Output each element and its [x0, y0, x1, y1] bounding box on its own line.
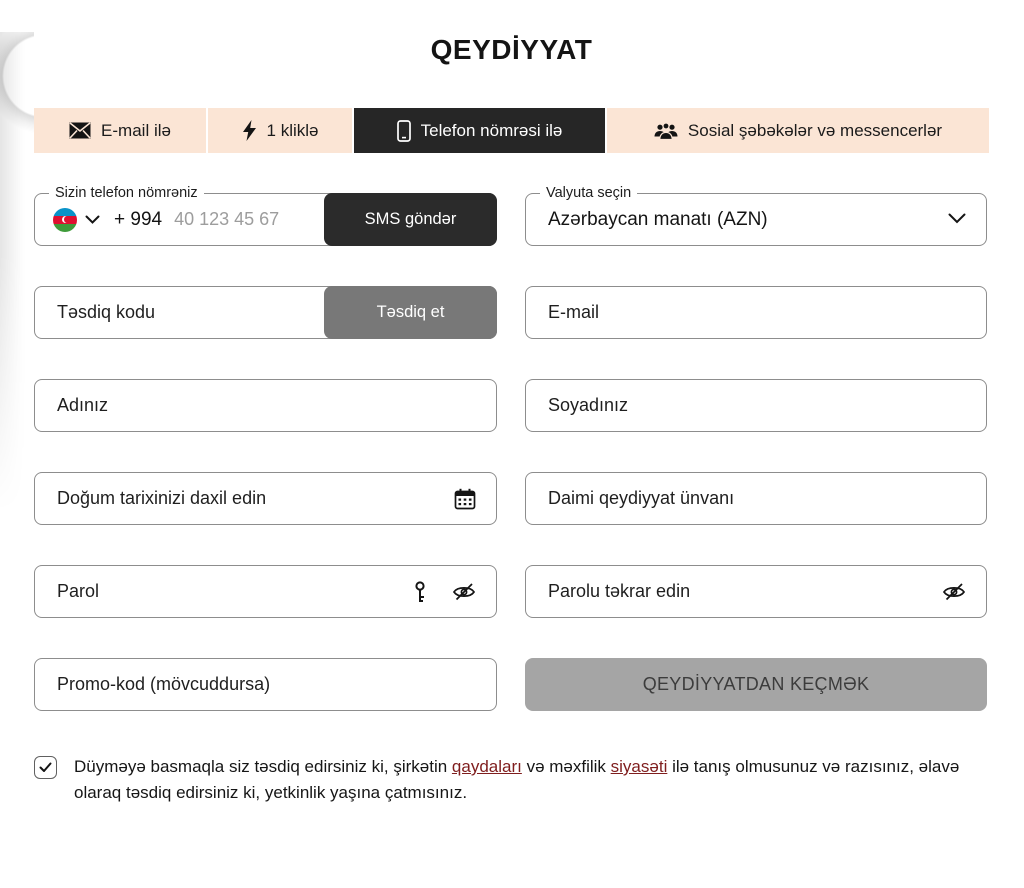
password-repeat-input[interactable]: [526, 566, 986, 617]
dial-code: + 994: [114, 208, 163, 230]
registration-form: [34, 185, 989, 711]
birth-date-field: [34, 472, 497, 525]
last-name-field: [525, 379, 987, 432]
envelope-icon: [69, 122, 91, 139]
email-input[interactable]: [526, 287, 986, 338]
tab-social[interactable]: [607, 108, 989, 153]
register-submit-button[interactable]: QEYDİYYATDAN KEÇMƏK: [525, 658, 987, 711]
key-icon: [414, 581, 426, 603]
phone-field: [34, 185, 497, 246]
tab-phone-label: Telefon nömrəsi ilə: [420, 120, 563, 140]
privacy-policy-link[interactable]: siyasəti: [610, 757, 668, 776]
eye-slash-icon[interactable]: [942, 582, 966, 602]
tab-one-click-label: 1 kliklə: [266, 120, 319, 140]
promo-code-input[interactable]: [35, 659, 496, 710]
address-field: [525, 472, 987, 525]
tab-phone[interactable]: [354, 108, 605, 153]
last-name-input[interactable]: [526, 380, 986, 431]
terms-text-part1: Düyməyə basmaqla siz təsdiq edirsiniz ki, şirkətin: [74, 757, 452, 776]
currency-select-label: Valyuta seçin: [540, 185, 637, 202]
password-repeat-field: [525, 565, 987, 618]
chevron-down-icon: [948, 211, 966, 229]
eye-slash-icon[interactable]: [452, 582, 476, 602]
terms-text-part3: ilə tanış olmusunuz və razısınız, əlavə olaraq təsdiq edirsiniz ki, yetkinlik yaşına çatmısınız.: [74, 757, 960, 803]
lightning-icon: [242, 120, 257, 141]
address-input[interactable]: [526, 473, 986, 524]
terms-checkbox[interactable]: [34, 756, 57, 779]
currency-select[interactable]: [525, 185, 987, 246]
currency-selected-value: Azərbaycan manatı (AZN): [548, 208, 768, 230]
checkmark-icon: [39, 762, 52, 773]
confirm-code-field: [34, 286, 497, 339]
tab-email[interactable]: [34, 108, 206, 153]
password-field: [34, 565, 497, 618]
tab-email-label: E-mail ilə: [101, 120, 171, 140]
people-icon: [654, 122, 678, 140]
first-name-field: [34, 379, 497, 432]
send-sms-button[interactable]: SMS göndər: [324, 193, 497, 246]
azerbaijan-flag-icon: [53, 208, 77, 232]
terms-agreement: [34, 754, 989, 807]
confirm-code-button[interactable]: Təsdiq et: [324, 286, 497, 339]
registration-page: [0, 32, 1024, 807]
phone-field-label: Sizin telefon nömrəniz: [49, 185, 204, 202]
tab-social-label: Sosial şəbəkələr və messencerlər: [687, 120, 943, 140]
smartphone-icon: [397, 120, 411, 142]
terms-text: [74, 754, 979, 807]
registration-method-tabs: [34, 108, 989, 153]
chevron-down-icon: [85, 215, 100, 224]
email-field: [525, 286, 987, 339]
calendar-icon[interactable]: [454, 488, 476, 510]
terms-text-part2: və məxfilik: [521, 757, 611, 776]
birth-date-input[interactable]: [35, 473, 496, 524]
country-selector[interactable]: [35, 208, 162, 232]
first-name-input[interactable]: [35, 380, 496, 431]
rules-link[interactable]: qaydaları: [451, 757, 522, 776]
promo-code-field: [34, 658, 497, 711]
page-title: QEYDİYYAT: [430, 34, 593, 65]
tab-one-click[interactable]: [208, 108, 352, 153]
